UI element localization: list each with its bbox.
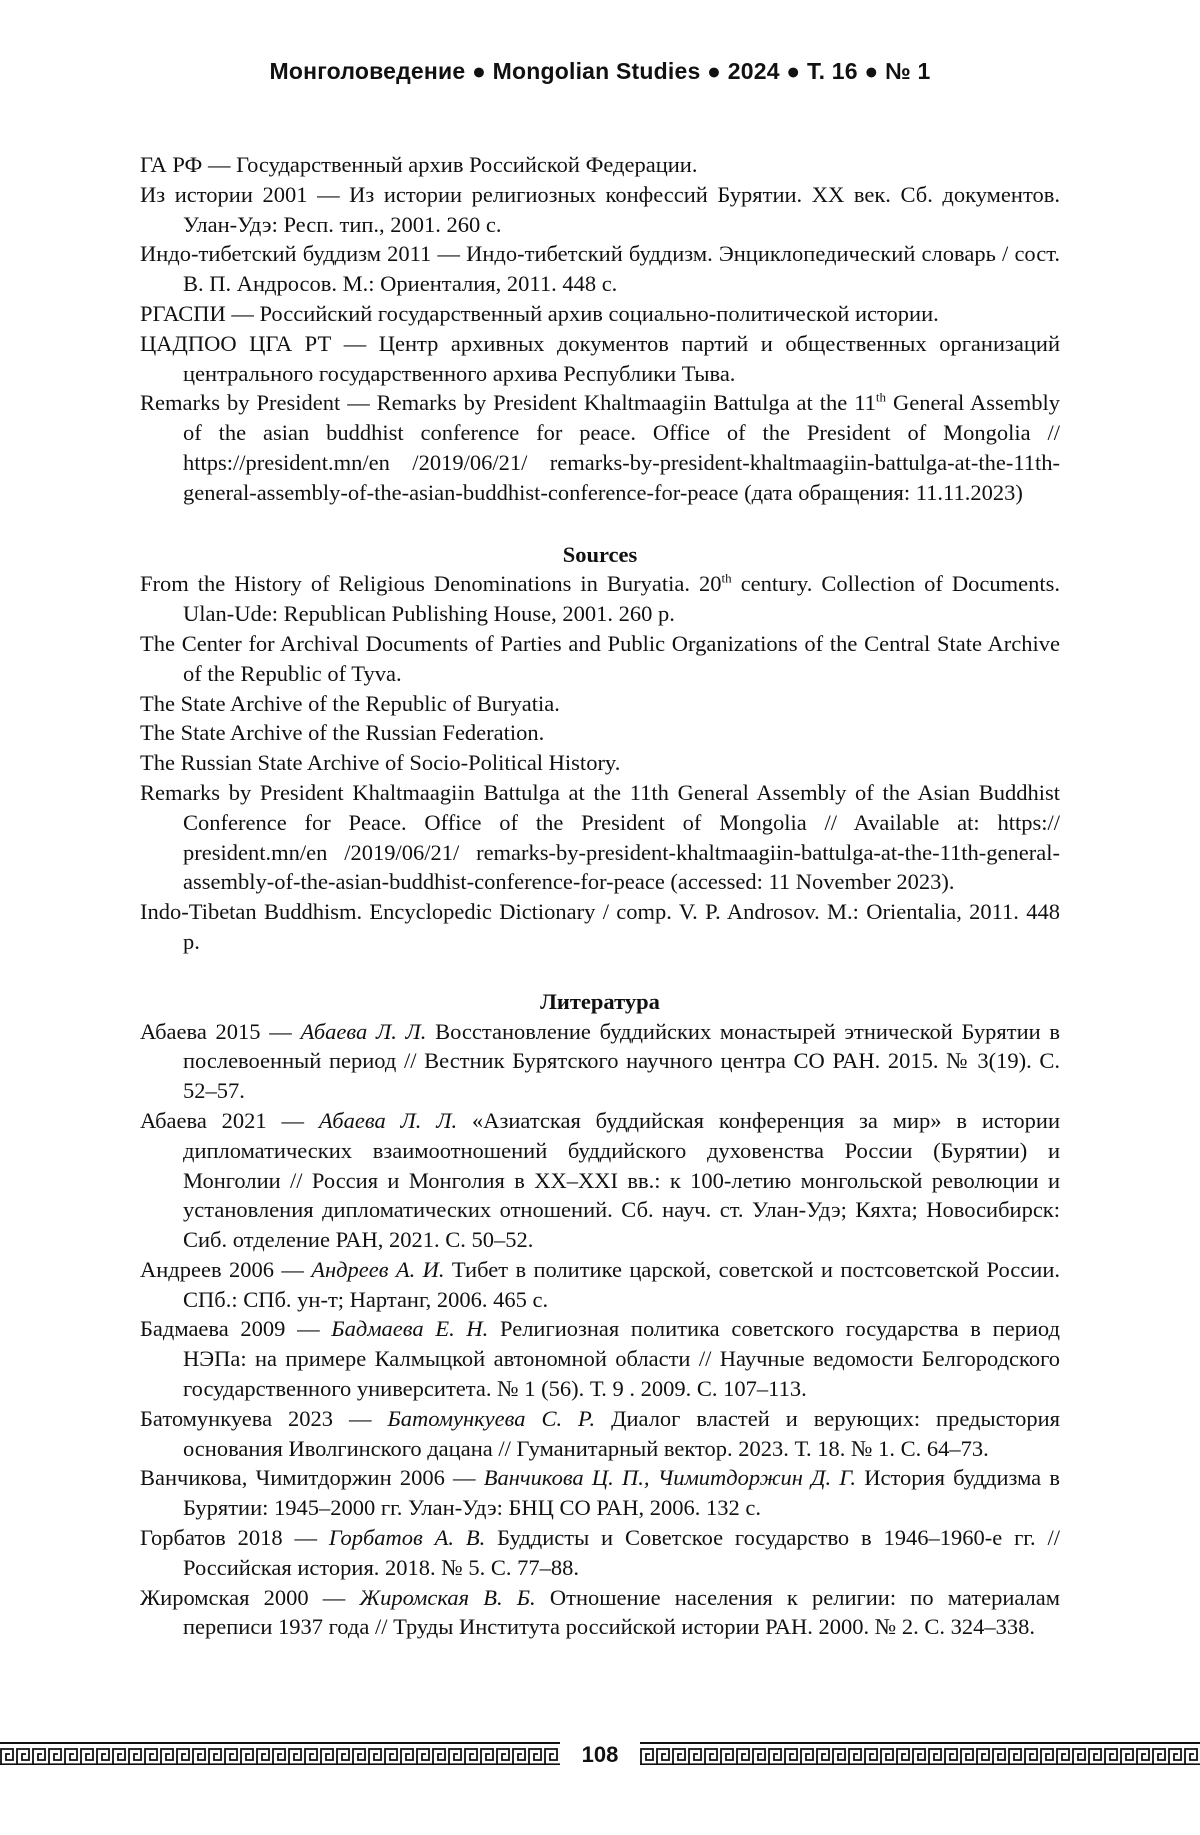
literature-entry xyxy=(140,1404,1060,1464)
literature-entry xyxy=(140,1255,1060,1315)
entry-key: Бадмаева 2009 — xyxy=(140,1316,332,1342)
section-title-sources: Sources xyxy=(562,541,638,567)
abbrev-entry: Индо-тибетский буддизм 2011 — Индо-тибетский буддизм. Энциклопедический словарь / сост. В. П. Андросов. М.: Ориенталия, 2011. 448 с. xyxy=(140,241,1060,297)
page-footer xyxy=(0,1742,1200,1768)
bibliography xyxy=(140,150,1060,1642)
meander-ornament xyxy=(0,1747,560,1765)
abbrev-entry-remarks xyxy=(140,388,1060,507)
abbrev-entry: ЦАДПОО ЦГА РТ — Центр архивных документов партий и общественных организаций центрального государственного архива Республики Тыва. xyxy=(140,330,1060,386)
literature-entry xyxy=(140,1463,1060,1523)
literature-entry xyxy=(140,1106,1060,1255)
entry-text: Отношение населения к религии: по материалам переписи 1937 года // Труды Института российской истории РАН. 2000. № 2. С. 324–338. xyxy=(183,1584,1060,1640)
entry-text: From the History of Religious Denominations in Buryatia. 20 xyxy=(140,571,722,597)
section-title-literature: Литература xyxy=(540,988,660,1014)
entry-author: Бадмаева Е. Н. xyxy=(331,1316,489,1342)
entry-text: История буддизма в Бурятии: 1945–2000 гг. Улан-Удэ: БНЦ СО РАН, 2006. 132 с. xyxy=(183,1465,1060,1521)
entry-text: Религиозная политика советского государства в период НЭПа: на примере Калмыцкой автономной области // Научные ведомости Белгородского государственного университета. № 1 (56). Т. 9 . 2009. С. 107–113. xyxy=(183,1316,1060,1402)
source-entry: The State Archive of the Russian Federation. xyxy=(140,720,545,746)
literature-entry xyxy=(140,1583,1060,1643)
entry-key: Жиромская 2000 — xyxy=(140,1584,360,1610)
superscript: th xyxy=(875,389,887,405)
entry-author: Андреев А. И. xyxy=(311,1256,445,1282)
abbrev-entry: РГАСПИ — Российский государственный архив социально-политической истории. xyxy=(140,300,939,326)
meander-ornament xyxy=(640,1747,1200,1765)
source-entry: The Russian State Archive of Socio-Political History. xyxy=(140,750,621,776)
entry-key: Андреев 2006 — xyxy=(140,1256,312,1282)
literature-entry xyxy=(140,1314,1060,1403)
entry-text: General Assembly of the asian buddhist conference for peace. Office of the President of Mongolia // https://president.mn/en /2019/06/21/ remarks-by-president-khaltmaagiin-battulga-at-the-11th-general-assembly-of-the-asian-buddhist-conference-for-peace (дата обращения: 11.11.2023) xyxy=(183,390,1060,505)
entry-key: Абаева 2015 — xyxy=(140,1018,301,1044)
entry-key: Батомункуева 2023 — xyxy=(140,1405,388,1431)
entry-author: Батомункуева С. Р. xyxy=(387,1405,596,1431)
running-header: Монголоведение ● Mongolian Studies ● 2024 ● Т. 16 ● № 1 xyxy=(269,58,931,84)
entry-author: Ванчикова Ц. П., Чимитдоржин Д. Г. xyxy=(483,1465,857,1491)
entry-text: Remarks by President — Remarks by President Khaltmaagiin Battulga at the 11 xyxy=(140,390,876,416)
literature-entry xyxy=(140,1523,1060,1583)
source-entry: The State Archive of the Republic of Buryatia. xyxy=(140,690,560,716)
source-entry: Remarks by President Khaltmaagiin Battulga at the 11th General Assembly of the Asian Buddhist Conference for Peace. Office of the President of Mongolia // Available at: https:// president.mn/en /2019/06/21/ remarks-by-president-khaltmaagiin-battulga-at-the-11th-general-assembly-of-the-asian-buddhist-conference-for-peace (accessed: 11 November 2023). xyxy=(140,779,1060,895)
source-entry: Indo-Tibetan Buddhism. Encyclopedic Dictionary / comp. V. P. Androsov. M.: Orientalia, 2011. 448 p. xyxy=(140,899,1060,954)
entry-text: Восстановление буддийских монастырей этнической Бурятии в послевоенный период // Вестник Бурятского научного центра СО РАН. 2015. № 3(19). С. 52–57. xyxy=(183,1018,1060,1104)
source-entry: The Center for Archival Documents of Parties and Public Organizations of the Central State Archive of the Republic of Tyva. xyxy=(140,630,1060,686)
entry-text: «Азиатская буддийская конференция за мир» в истории дипломатических взаимоотношений буддийского духовенства России (Бурятии) и Монголии // Россия и Монголия в XX–XXI вв.: к 100-летию монгольской революции и установления дипломатических отношений. Сб. науч. ст. Улан-Удэ; Кяхта; Новосибирск: Сиб. отделение РАН, 2021. С. 50–52. xyxy=(183,1107,1061,1253)
page-number: 108 xyxy=(560,1742,640,1768)
entry-text: Диалог властей и верующих: предыстория основания Иволгинского дацана // Гуманитарный вектор. 2023. Т. 18. № 1. С. 64–73. xyxy=(183,1405,1061,1461)
entry-key: Абаева 2021 — xyxy=(140,1107,319,1133)
entry-key: Горбатов 2018 — xyxy=(140,1525,329,1551)
abbrev-entry: ГА РФ — Государственный архив Российской Федерации. xyxy=(140,152,698,177)
literature-entry xyxy=(140,1017,1060,1106)
entry-author: Абаева Л. Л. xyxy=(300,1018,427,1044)
entry-text: Буддисты и Советское государство в 1946–1960-е гг. // Российская история. 2018. № 5. С. 77–88. xyxy=(183,1525,1060,1580)
entry-author: Жиромская В. Б. xyxy=(359,1584,536,1610)
entry-text: century. Collection of Documents. Ulan-Ude: Republican Publishing House, 2001. 260 p. xyxy=(183,571,1060,627)
entry-author: Горбатов А. В. xyxy=(328,1525,486,1551)
entry-key: Ванчикова, Чимитдоржин 2006 — xyxy=(140,1465,484,1491)
entry-author: Абаева Л. Л. xyxy=(318,1107,458,1133)
source-entry xyxy=(140,569,1060,629)
superscript: th xyxy=(721,570,732,586)
entry-text: Тибет в политике царской, советской и постсоветской России. СПб.: СПб. ун-т; Нартанг, 2006. 465 с. xyxy=(183,1256,1060,1312)
abbrev-entry: Из истории 2001 — Из истории религиозных конфессий Бурятии. XX век. Сб. документов. Улан-Удэ: Респ. тип., 2001. 260 с. xyxy=(140,181,1060,237)
